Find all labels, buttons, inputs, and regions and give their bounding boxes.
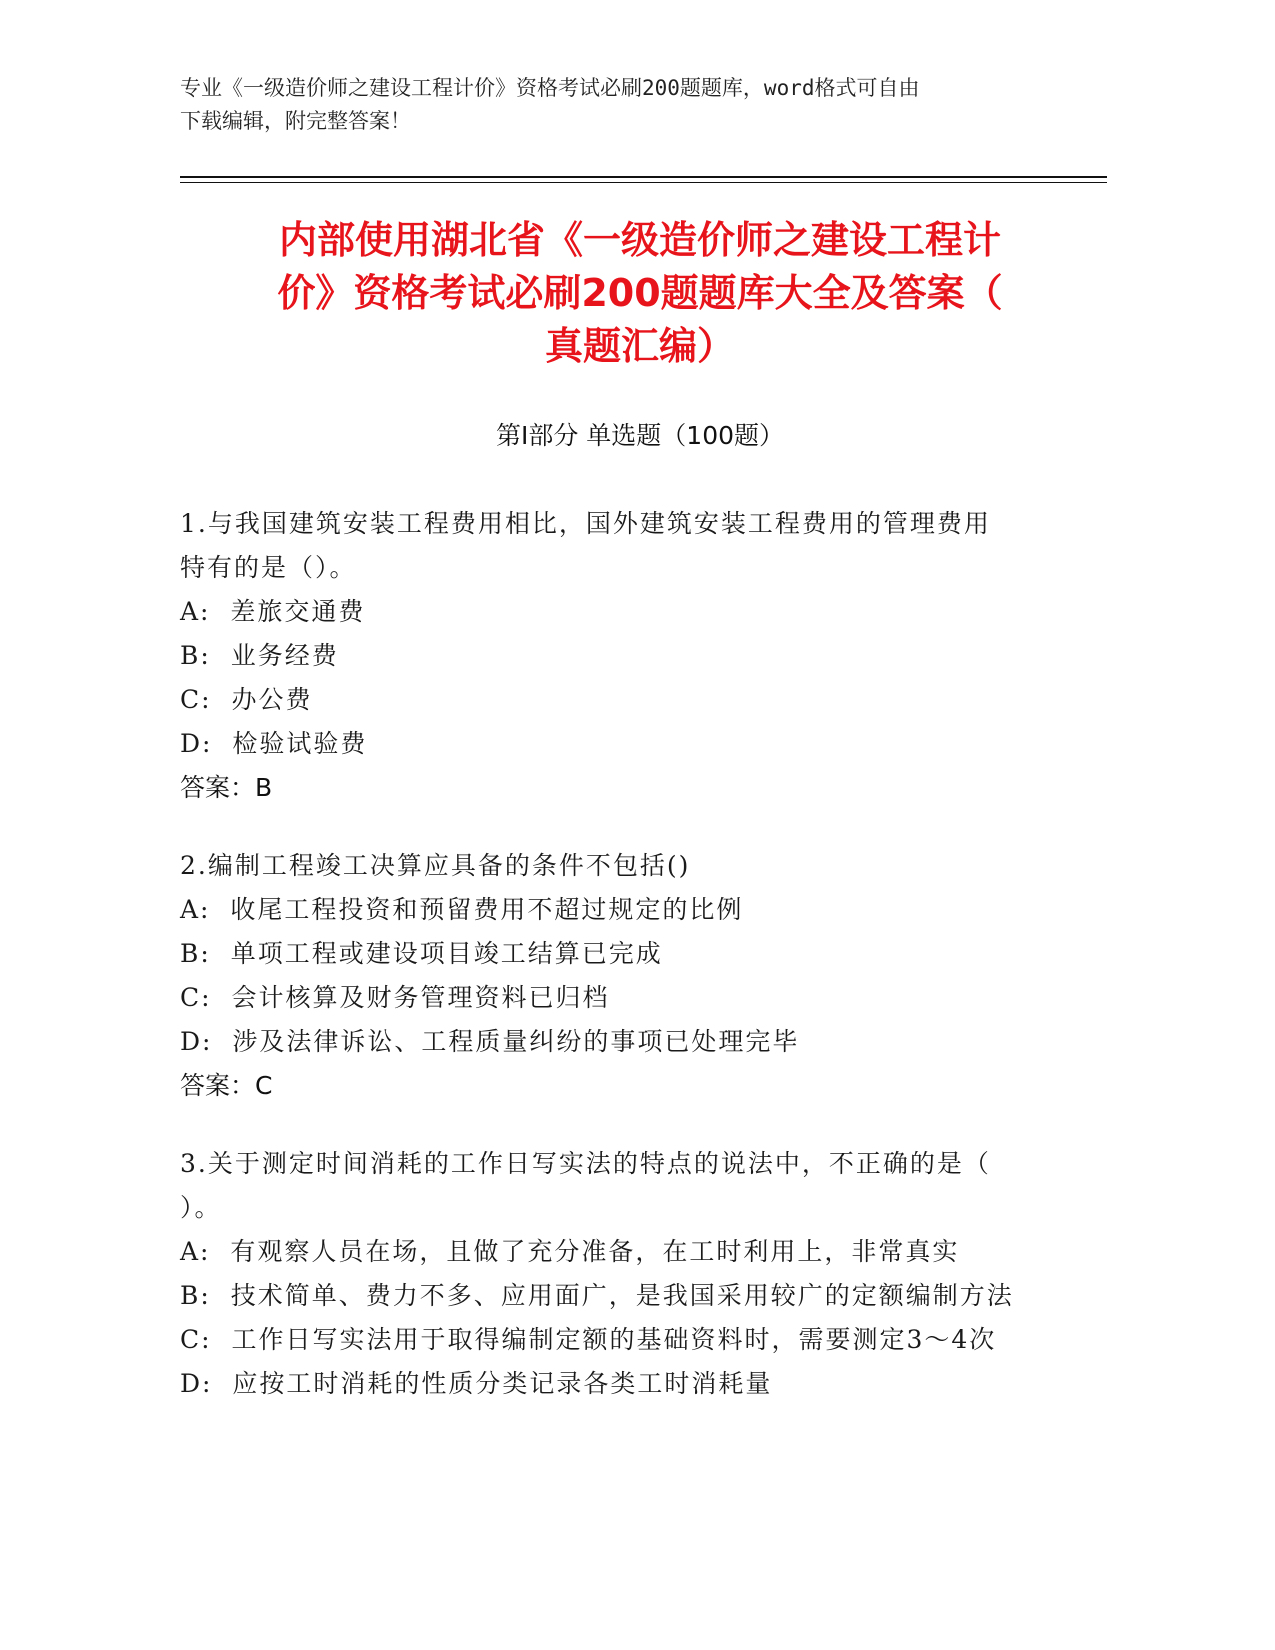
option-b: B: 业务经费 (180, 641, 339, 670)
question-list (180, 502, 1040, 1440)
option-b: B: 技术简单、费力不多、应用面广，是我国采用较广的定额编制方法 (180, 1281, 1014, 1310)
document-title-line-1: 内部使用湖北省《一级造价师之建设工程计 (278, 218, 1001, 262)
option-c: C: 工作日写实法用于取得编制定额的基础资料时，需要测定3～4次 (180, 1325, 997, 1354)
question-stem: 3.关于测定时间消耗的工作日写实法的特点的说法中，不正确的是（ (180, 1149, 991, 1178)
question-1 (180, 502, 1040, 810)
option-a: A: 有观察人员在场，且做了充分准备，在工时利用上，非常真实 (180, 1237, 960, 1266)
answer: 答案：C (180, 1071, 273, 1100)
header-note (180, 72, 1080, 138)
document-title (180, 214, 1100, 373)
option-d: D: 应按工时消耗的性质分类记录各类工时消耗量 (180, 1369, 773, 1398)
option-c: C: 办公费 (180, 685, 313, 714)
option-d: D: 涉及法律诉讼、工程质量纠纷的事项已处理完毕 (180, 1027, 800, 1056)
option-a: A: 差旅交通费 (180, 597, 366, 626)
question-3 (180, 1142, 1040, 1406)
question-2 (180, 844, 1040, 1108)
question-stem-continued: ）。 (180, 1193, 222, 1222)
header-rule-thick (180, 176, 1107, 178)
question-stem: 2.编制工程竣工决算应具备的条件不包括() (180, 851, 691, 880)
answer: 答案：B (180, 773, 273, 802)
section-title: 第Ⅰ部分 单选题（100题） (495, 421, 785, 450)
option-c: C: 会计核算及财务管理资料已归档 (180, 983, 610, 1012)
header-note-line-1: 专业《一级造价师之建设工程计价》资格考试必刷200题题库，word格式可自由 (180, 76, 920, 100)
option-d: D: 检验试验费 (180, 729, 368, 758)
header-rule-thin (180, 182, 1107, 183)
document-title-line-2: 价》资格考试必刷200题题库大全及答案（ (277, 271, 1003, 315)
document-title-line-3: 真题汇编） (544, 324, 735, 368)
option-b: B: 单项工程或建设项目竣工结算已完成 (180, 939, 663, 968)
question-stem-continued: 特有的是（）。 (180, 553, 357, 582)
question-stem: 1.与我国建筑安装工程费用相比，国外建筑安装工程费用的管理费用 (180, 509, 991, 538)
header-note-line-2: 下载编辑，附完整答案！ (180, 109, 411, 133)
option-a: A: 收尾工程投资和预留费用不超过规定的比例 (180, 895, 744, 924)
